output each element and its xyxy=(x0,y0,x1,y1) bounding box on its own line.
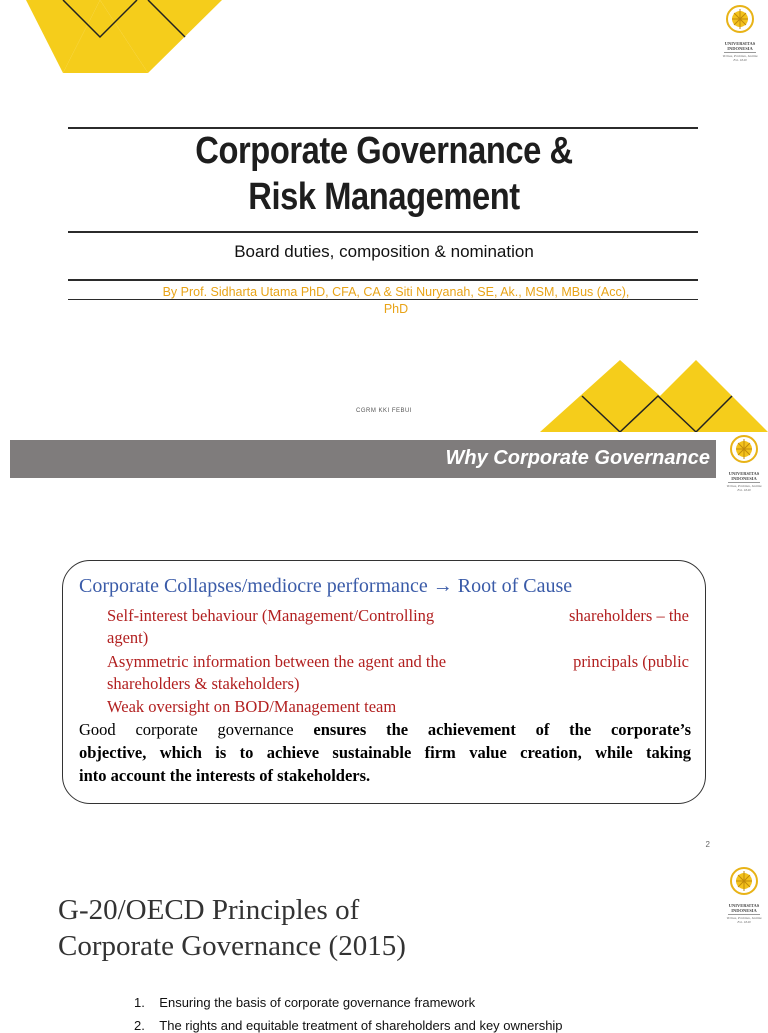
makara-emblem-icon xyxy=(729,866,759,898)
authors-line-1: By Prof. Sidharta Utama PhD, CFA, CA & Siti Nuryanah, SE, Ak., MSM, MBus (Acc), xyxy=(162,285,630,299)
cause-2-right: principals (public xyxy=(573,652,689,671)
university-logo xyxy=(716,4,764,62)
principle-2 xyxy=(134,1018,563,1033)
title-slide xyxy=(0,0,768,432)
principle-1 xyxy=(134,995,475,1010)
logo-est: Est. 1849 xyxy=(737,487,751,492)
logo-motto: Veritas, Probitas, Iustitia xyxy=(726,915,762,920)
logo-name-2: INDONESIA xyxy=(731,476,757,481)
slide-title-line-2: Risk Management xyxy=(248,176,520,218)
principle-2-number: 2. xyxy=(134,1018,145,1033)
title-rule-lower xyxy=(68,279,698,281)
principle-1-text: Ensuring the basis of corporate governance framework xyxy=(159,995,476,1010)
why-governance-slide xyxy=(0,432,768,862)
logo-name-1: UNIVERSITAS xyxy=(728,903,760,908)
authors-line-2: PhD xyxy=(383,302,409,316)
logo-name-2: INDONESIA xyxy=(731,908,757,913)
principle-2-text: The rights and equitable treatment of shareholders and key ownership xyxy=(159,1018,563,1033)
box-heading: Corporate Collapses/mediocre performance → Root of Cause xyxy=(79,575,573,597)
slide-title-line-1: Corporate Governance & xyxy=(195,130,573,172)
logo-name-1: UNIVERSITAS xyxy=(724,41,756,46)
slide-footer: CGRM KKI FEBUI xyxy=(355,408,412,414)
cause-1-right: shareholders – the xyxy=(568,606,689,625)
bottom-yellow-diamonds xyxy=(540,356,768,432)
slide-subtitle: Board duties, composition & nomination xyxy=(234,242,534,261)
header-bar xyxy=(10,440,716,478)
logo-name-2: INDONESIA xyxy=(727,46,753,51)
cause-1-left: Self-interest behaviour (Management/Controlling xyxy=(107,606,435,625)
conclusion-plain: Good corporate governance xyxy=(79,720,314,739)
slide3-title-line-2: Corporate Governance (2015) xyxy=(58,930,406,962)
cause-2-left: Asymmetric information between the agent and the xyxy=(107,652,447,671)
principle-1-number: 1. xyxy=(134,995,145,1010)
logo-name-1: UNIVERSITAS xyxy=(728,471,760,476)
content-box xyxy=(62,560,706,804)
oecd-principles-slide xyxy=(0,862,768,1033)
top-yellow-diamonds xyxy=(0,0,240,80)
makara-emblem-icon xyxy=(725,4,755,36)
cause-3: Weak oversight on BOD/Management team xyxy=(107,697,397,716)
title-rule-top xyxy=(68,127,698,129)
slide3-title-line-1: G-20/OECD Principles of xyxy=(58,894,360,926)
conclusion-line-3: into account the interests of stakeholders. xyxy=(79,766,371,785)
conclusion-line-1 xyxy=(79,720,691,740)
slide-header-title: Why Corporate Governance xyxy=(445,447,710,469)
conclusion-line-2: objective, which is to achieve sustainable firm value creation, while taking xyxy=(79,743,691,762)
logo-motto: Veritas, Probitas, Iustitia xyxy=(722,53,758,58)
cause-1-cont: agent) xyxy=(107,628,149,647)
title-rule-bottom xyxy=(68,299,698,300)
title-rule-middle xyxy=(68,231,698,233)
page-number: 2 xyxy=(705,840,710,849)
conclusion-bold-1: ensures the achievement of the corporate’s xyxy=(313,720,692,739)
university-logo xyxy=(720,434,768,492)
cause-2-cont: shareholders & stakeholders) xyxy=(107,674,300,693)
makara-emblem-icon xyxy=(729,434,759,466)
logo-motto: Veritas, Probitas, Iustitia xyxy=(726,483,762,488)
logo-est: Est. 1849 xyxy=(737,919,751,924)
university-logo xyxy=(720,866,768,924)
logo-est: Est. 1849 xyxy=(733,57,747,62)
